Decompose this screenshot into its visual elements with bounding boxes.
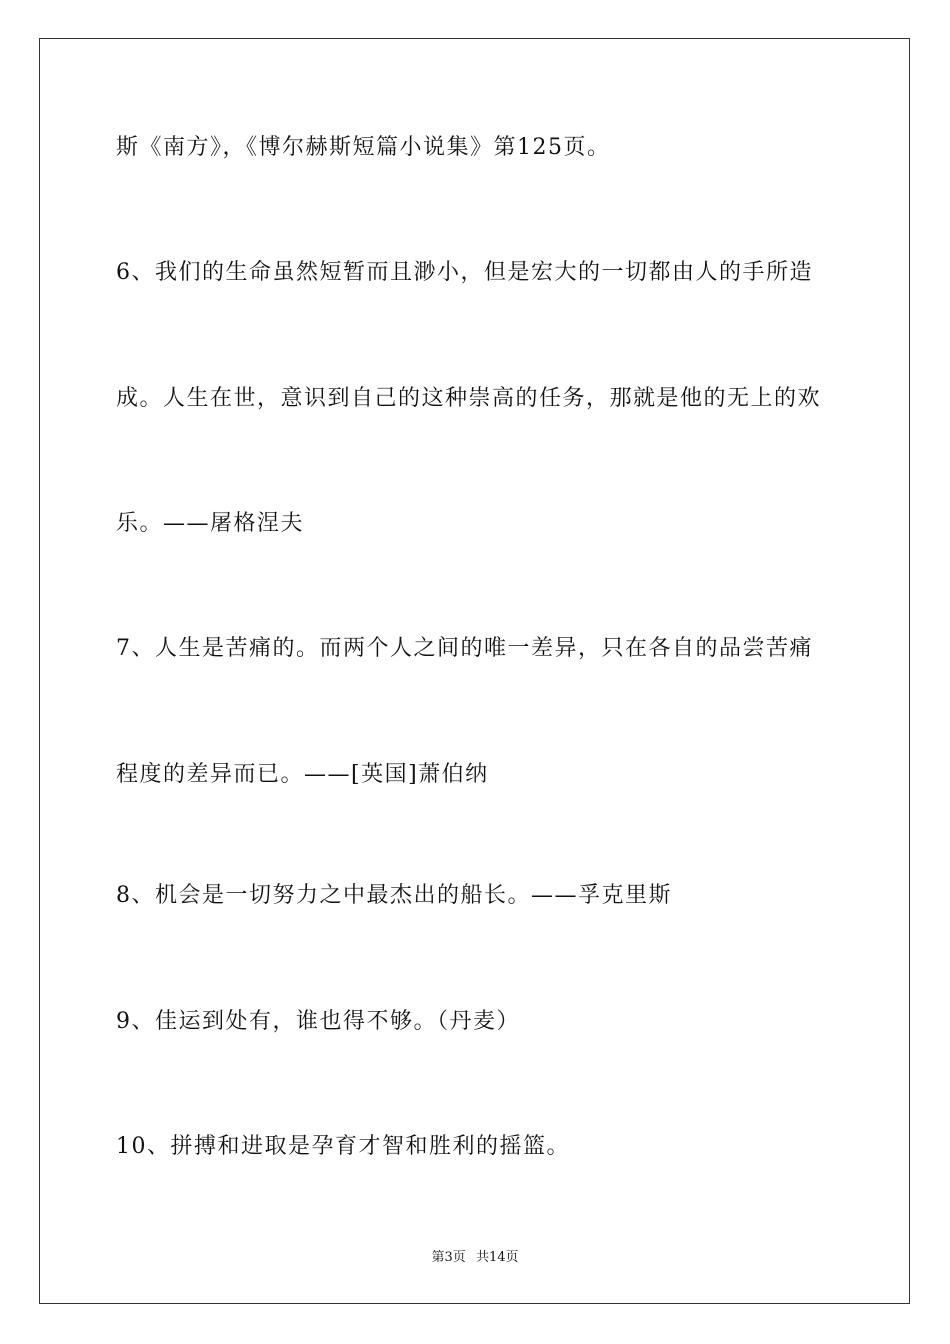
text-line-6: 程度的差异而已。——[英国]萧伯纳 <box>116 762 489 787</box>
text-line-5: 7、人生是苦痛的。而两个人之间的唯一差异，只在各自的品尝苦痛 <box>116 636 813 661</box>
page-total: 共14页 <box>475 1250 519 1265</box>
page-border <box>39 38 910 1304</box>
text-line-9: 10、拼搏和进取是孕育才智和胜利的摇篮。 <box>116 1134 570 1159</box>
text-line-4: 乐。——屠格涅夫 <box>116 511 305 536</box>
text-line-1: 斯《南方》，《博尔赫斯短篇小说集》第125页。 <box>116 135 611 160</box>
page-footer <box>0 1246 950 1265</box>
text-line-7: 8、机会是一切努力之中最杰出的船长。——孚克里斯 <box>116 883 672 908</box>
text-line-8: 9、佳运到处有，谁也得不够。（丹麦） <box>116 1009 520 1034</box>
page-number: 第3页 <box>431 1250 466 1265</box>
text-line-2: 6、我们的生命虽然短暂而且渺小，但是宏大的一切都由人的手所造 <box>116 260 813 285</box>
text-line-3: 成。人生在世，意识到自己的这种崇高的任务，那就是他的无上的欢 <box>116 386 822 411</box>
